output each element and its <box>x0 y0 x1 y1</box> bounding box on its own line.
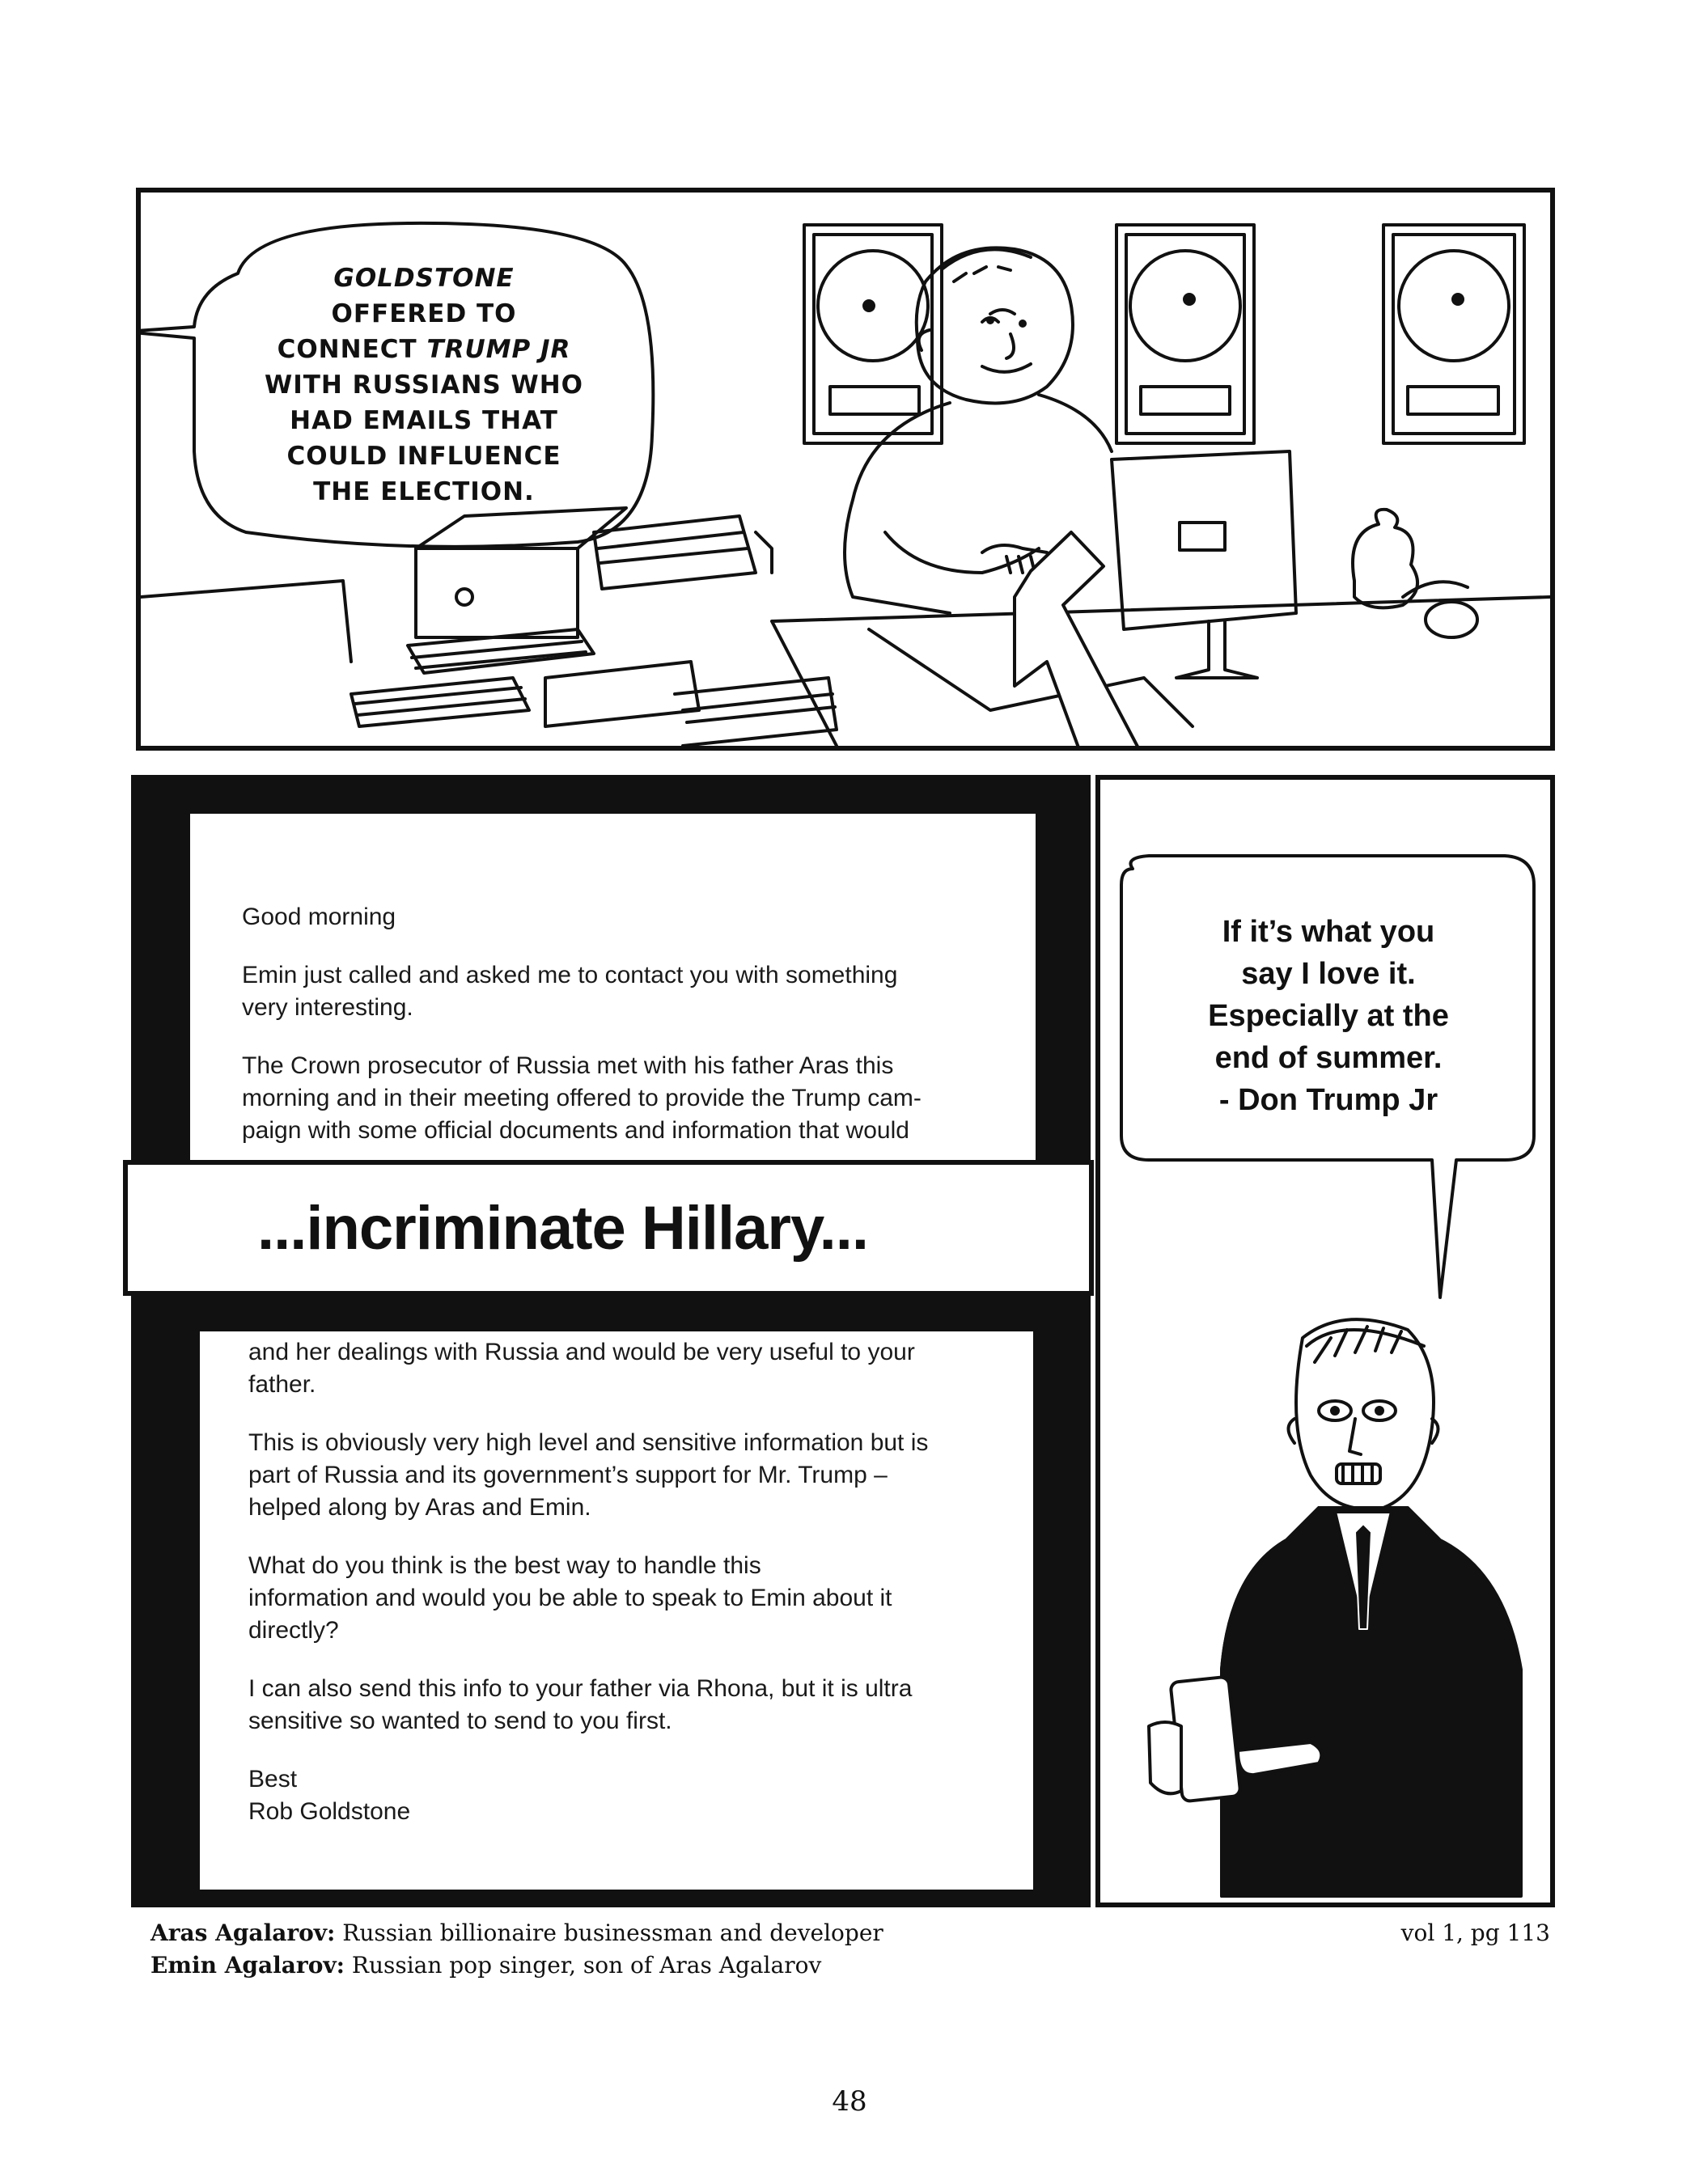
letter-line: Emin just called and asked me to contact you with something <box>242 962 898 988</box>
caption-line: HAD EMAILS THAT <box>290 406 558 435</box>
top-caption <box>205 239 642 531</box>
footnotes <box>150 1917 1202 1982</box>
paper-stacks <box>141 508 837 746</box>
caption-line: WITH RUSSIANS WHO <box>265 370 583 400</box>
quote-attribution: - Don Trump Jr <box>1218 1083 1438 1117</box>
letter-signature: Rob Goldstone <box>248 1798 411 1825</box>
caption-line <box>278 332 571 367</box>
desk <box>772 597 1550 746</box>
quote-line: say I love it. <box>1241 957 1416 991</box>
letter-sheet-bottom <box>200 1331 1033 1890</box>
letter-line: very interesting. <box>242 994 413 1021</box>
banner-text: ...incriminate Hillary... <box>257 1193 868 1263</box>
gold-record-2 <box>1116 225 1254 443</box>
quote-line: If it’s what you <box>1222 915 1435 949</box>
letter-line: father. <box>248 1371 316 1398</box>
letter-line: part of Russia and its government’s support for Mr. Trump – <box>248 1462 888 1488</box>
letter-paragraph <box>242 959 1019 1024</box>
caption-line: GOLDSTONE <box>333 264 515 293</box>
letter-line: I can also send this info to your father via Rhona, but it is ultra <box>248 1675 913 1702</box>
trump-jr-quote <box>1123 870 1534 1162</box>
footnote-emin <box>150 1949 1202 1982</box>
letter-line: information and would you be able to speak to Emin about it <box>248 1585 892 1611</box>
letter-line: helped along by Aras and Emin. <box>248 1494 591 1521</box>
footnote-term: Emin Agalarov: <box>150 1952 345 1979</box>
letter-line: directly? <box>248 1617 339 1644</box>
right-panel <box>1095 775 1555 1907</box>
caption-line: COULD INFLUENCE <box>286 442 561 471</box>
letter-greeting: Good morning <box>242 904 396 930</box>
letter-line: The Crown prosecutor of Russia met with his father Aras this <box>242 1052 894 1079</box>
caption-line: THE ELECTION. <box>313 477 535 506</box>
letter-line: sensitive so wanted to send to you first. <box>248 1708 672 1734</box>
footnote-definition: Russian pop singer, son of Aras Agalarov <box>344 1952 822 1979</box>
letter-signoff <box>248 1763 1017 1828</box>
page-number: 48 <box>832 2085 867 2118</box>
computer-mouse <box>1426 602 1477 637</box>
letter-line: paign with some official documents and information that would <box>242 1117 909 1144</box>
letter-panel <box>131 775 1091 1907</box>
footnote-aras <box>150 1917 1202 1949</box>
quote-line: Especially at the <box>1208 999 1449 1033</box>
caption-text: CONNECT <box>277 335 427 364</box>
caption-name: TRUMP JR <box>426 335 571 364</box>
incriminate-banner <box>123 1160 1094 1296</box>
letter-closing: Best <box>248 1766 298 1792</box>
gold-record-3 <box>1383 225 1524 443</box>
top-panel <box>136 188 1555 751</box>
letter-line: and her dealings with Russia and would be very useful to your <box>248 1339 915 1365</box>
caption-line: OFFERED TO <box>331 299 517 328</box>
source-reference: vol 1, pg 113 <box>1400 1919 1550 1946</box>
footnote-term: Aras Agalarov: <box>150 1919 336 1946</box>
letter-line: This is obviously very high level and sensitive information but is <box>248 1429 929 1456</box>
computer-monitor <box>1112 451 1296 678</box>
quote-line: end of summer. <box>1214 1041 1443 1075</box>
letter-paragraph <box>248 1673 1017 1737</box>
letter-paragraph <box>248 1336 1017 1401</box>
trump-jr-figure <box>1149 1319 1521 1896</box>
letter-paragraph <box>242 1050 1019 1147</box>
letter-paragraph <box>248 1550 1017 1647</box>
letter-line: morning and in their meeting offered to provide the Trump cam- <box>242 1085 922 1111</box>
letter-line: What do you think is the best way to handle this <box>248 1552 761 1579</box>
footnote-definition: Russian billionaire businessman and developer <box>335 1919 883 1946</box>
letter-paragraph <box>248 1427 1017 1524</box>
